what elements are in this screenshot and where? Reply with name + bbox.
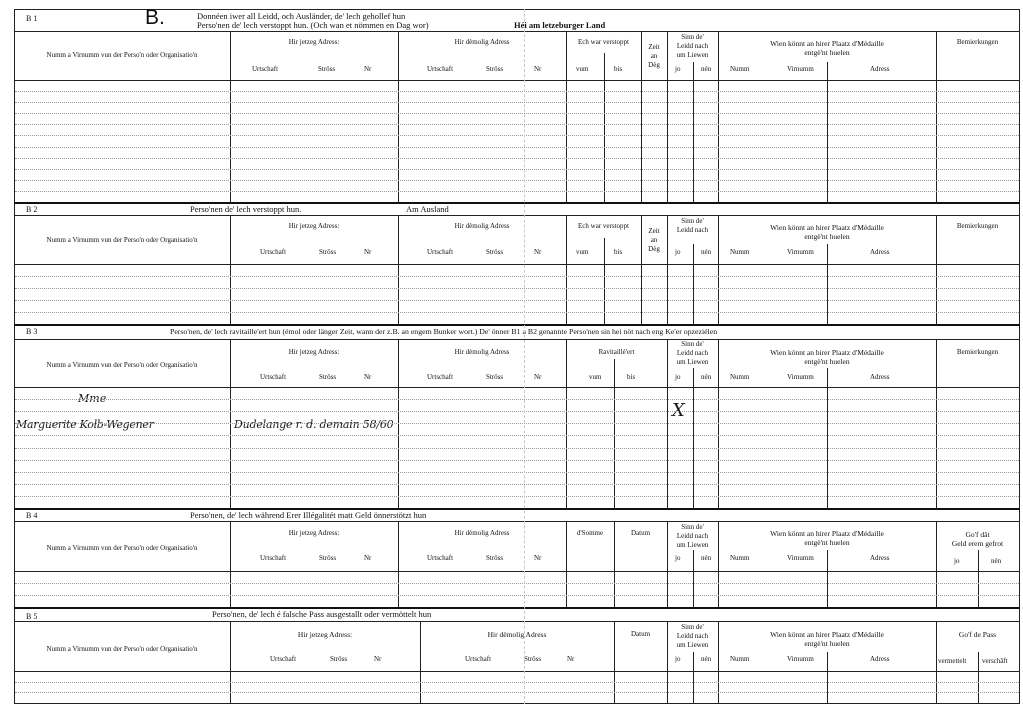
- header-from: vum: [576, 65, 589, 73]
- header-town: Urtschaft: [260, 248, 287, 256]
- header-town: Urtschaft: [427, 248, 454, 256]
- section-title: Perso'nen de' lech verstoppt hun.: [190, 204, 302, 214]
- header-passport: Go'f de Pass: [958, 630, 997, 639]
- header-date: Datum: [630, 529, 651, 537]
- col-line: [978, 652, 979, 703]
- header-no: nén: [701, 248, 712, 256]
- writing-rule: [15, 158, 1019, 159]
- header-surname: Numm: [730, 373, 750, 381]
- writing-rule: [15, 276, 1019, 277]
- col-line: [827, 368, 828, 508]
- header-no: nén: [991, 557, 1002, 565]
- header-street: Ströss: [330, 655, 348, 663]
- header-alive-line: Sinn de': [681, 33, 704, 41]
- header-firstname: Virnumm: [787, 554, 814, 562]
- header-alive-line: Sinn de': [681, 623, 704, 631]
- header-no: nén: [701, 554, 712, 562]
- header-alive: [667, 623, 718, 650]
- header-surname: Numm: [730, 655, 750, 663]
- header-number: Nr: [534, 248, 542, 256]
- header-medal: [718, 529, 936, 547]
- header-address: Adress: [870, 65, 890, 73]
- header-town: Urtschaft: [260, 554, 287, 562]
- header-yes: jo: [675, 65, 681, 73]
- header-time: [641, 227, 667, 254]
- rule: [14, 621, 1020, 622]
- header-address: Adress: [870, 373, 890, 381]
- header-alive-line: Leidd nach: [676, 42, 709, 50]
- header-medal-line: Wien könnt an hirer Plaatz d'Médaille: [770, 223, 884, 232]
- rule: [14, 31, 1020, 32]
- header-former-address: Hir dèmolig Adress: [487, 630, 547, 639]
- header-current-address: Hir jetzeg Adress:: [288, 38, 340, 46]
- section-code: B 1: [26, 14, 38, 23]
- header-alive: [667, 523, 718, 550]
- writing-rule: [15, 102, 1019, 103]
- header-surname: Numm: [730, 65, 750, 73]
- header-town: Urtschaft: [465, 655, 492, 663]
- header-street: Ströss: [524, 655, 542, 663]
- header-number: Nr: [364, 554, 372, 562]
- header-no: nén: [701, 65, 712, 73]
- col-line: [398, 31, 399, 202]
- header-medal-line: Wien könnt an hirer Plaatz d'Médaille: [770, 630, 884, 639]
- header-alive-line: um Liewen: [676, 358, 709, 366]
- section-divider: [14, 607, 1020, 609]
- header-street: Ströss: [318, 65, 336, 73]
- section-divider: [14, 508, 1020, 510]
- col-line: [936, 215, 937, 324]
- writing-rule: [15, 583, 1019, 584]
- header-no: nén: [701, 655, 712, 663]
- col-line: [693, 652, 694, 703]
- header-alive: [667, 33, 718, 60]
- header-sum: d'Somme: [576, 529, 604, 537]
- col-line: [566, 31, 567, 202]
- header-alive-line: Sinn de': [681, 340, 704, 348]
- entry-name: Marguerite Kolb-Wegener: [16, 418, 154, 431]
- writing-rule: [15, 113, 1019, 114]
- writing-rule: [15, 399, 1019, 400]
- header-medal-line: entgè'nt huelen: [804, 357, 850, 366]
- header-firstname: Virnumm: [787, 655, 814, 663]
- header-former-address: Hir dèmolig Adress: [454, 348, 510, 356]
- rule: [14, 521, 1020, 522]
- header-town: Urtschaft: [252, 65, 279, 73]
- header-remarks: Bemierkungen: [956, 348, 999, 356]
- header-street: Ströss: [319, 554, 337, 562]
- header-address: Adress: [870, 655, 890, 663]
- header-medal-line: Wien könnt an hirer Plaatz d'Médaille: [770, 39, 884, 48]
- section-divider: [14, 324, 1020, 326]
- writing-rule: [15, 595, 1019, 596]
- header-address: Adress: [870, 248, 890, 256]
- form-letter: B.: [145, 6, 165, 29]
- section-subtitle: Perso'nen de' lech verstoppt hun. (Och wan et nömmen en Dag wor): [197, 20, 429, 30]
- header-time-line: Dèg: [648, 61, 660, 69]
- writing-rule: [15, 411, 1019, 412]
- fold-line: [524, 9, 525, 704]
- rule: [14, 215, 1020, 216]
- rule: [14, 264, 1020, 265]
- header-number: Nr: [364, 373, 372, 381]
- writing-rule: [15, 496, 1019, 497]
- section-title: Donnéen iwer all Leidd, och Ausländer, de' lech gehollef hun: [197, 11, 406, 21]
- section-location: Héi am letzeburger Land: [514, 20, 606, 30]
- writing-rule: [15, 147, 1019, 148]
- header-alive-line: um Liewen: [676, 541, 709, 549]
- writing-rule: [15, 135, 1019, 136]
- col-line: [827, 62, 828, 202]
- header-alive-line: um Liewen: [676, 641, 709, 649]
- header-to: bis: [627, 373, 636, 381]
- col-line: [230, 215, 231, 324]
- header-former-address: Hir dèmolig Adress: [454, 529, 510, 537]
- header-alive-line: Leidd nach: [676, 226, 709, 234]
- header-name: Numm a Virnumm vun der Perso'n oder Organisatio'n: [46, 544, 198, 552]
- header-from: vum: [589, 373, 602, 381]
- header-medal-line: entgè'nt huelen: [804, 48, 850, 57]
- header-medal-line: entgè'nt huelen: [804, 538, 850, 547]
- header-street: Ströss: [486, 65, 504, 73]
- section-code: B 2: [26, 205, 38, 214]
- writing-rule: [15, 692, 1019, 693]
- col-line: [566, 215, 567, 324]
- writing-rule: [15, 472, 1019, 473]
- col-line: [693, 550, 694, 607]
- header-yes: jo: [675, 655, 681, 663]
- section-title: Perso'nen, de' lech ravitaille'ert hun (émol oder länger Zeit, wann der z.B. an engem Bunker wort.) De' önner B1 a B2 genannte Perso'nen sin hei nöt nach eng Ke'er opzeziélen: [170, 327, 718, 336]
- header-medal-line: Wien könnt an hirer Plaatz d'Médaille: [770, 529, 884, 538]
- rule: [14, 339, 1020, 340]
- header-no: nén: [701, 373, 712, 381]
- header-alive-line: Leidd nach: [676, 532, 709, 540]
- rule: [14, 571, 1020, 572]
- header-medal-line: entgè'nt huelen: [804, 232, 850, 241]
- header-yes: jo: [675, 554, 681, 562]
- header-yes: jo: [675, 373, 681, 381]
- frame-top: [14, 9, 1020, 10]
- entry-address: Dudelange r. d. demain 58/60: [234, 418, 394, 431]
- writing-rule: [15, 423, 1019, 424]
- header-town: Urtschaft: [427, 65, 454, 73]
- section-divider: [14, 202, 1020, 204]
- section-title: Perso'nen, de' lech während Erer Illégalitét matt Geld önnerstötzt hun: [190, 510, 427, 520]
- header-number: Nr: [534, 373, 542, 381]
- section-code: B 5: [26, 612, 38, 621]
- header-time-line: an: [650, 236, 658, 244]
- header-firstname: Virnumm: [787, 65, 814, 73]
- col-line: [827, 652, 828, 703]
- writing-rule: [15, 448, 1019, 449]
- frame-bottom: [14, 703, 1020, 704]
- header-time-line: Zeit: [648, 43, 660, 51]
- header-street: Ströss: [486, 373, 504, 381]
- header-supplied: Ravitaillé'ert: [598, 348, 635, 356]
- header-name: Numm a Virnumm vun der Perso'n oder Organisatio'n: [46, 51, 198, 59]
- header-street: Ströss: [319, 248, 337, 256]
- header-alive-line: Leidd nach: [676, 632, 709, 640]
- header-alive-line: Sinn de': [681, 523, 704, 531]
- header-firstname: Virnumm: [787, 248, 814, 256]
- writing-rule: [15, 435, 1019, 436]
- header-current-address: Hir jetzeg Adress:: [288, 529, 340, 537]
- header-alive: [667, 217, 718, 235]
- section-title: Perso'nen, de' lech é falsche Pass ausgestallt oder vermöttelt hun: [212, 609, 432, 619]
- header-yes: jo: [954, 557, 960, 565]
- header-name: Numm a Virnumm vun der Perso'n oder Organisatio'n: [46, 645, 198, 653]
- writing-rule: [15, 191, 1019, 192]
- writing-rule: [15, 484, 1019, 485]
- header-remarks: Bemierkungen: [956, 222, 999, 230]
- header-name: Numm a Virnumm vun der Perso'n oder Organisatio'n: [46, 361, 198, 369]
- writing-rule: [15, 180, 1019, 181]
- col-line: [230, 31, 231, 202]
- rule: [14, 80, 1020, 81]
- header-medal: [718, 348, 936, 366]
- header-current-address: Hir jetzeg Adress:: [288, 222, 340, 230]
- entry-title: Mme: [78, 392, 107, 405]
- header-to: bis: [614, 65, 623, 73]
- writing-rule: [15, 460, 1019, 461]
- col-line: [614, 359, 615, 508]
- header-hidden: Ech war verstoppt: [578, 222, 629, 230]
- writing-rule: [15, 312, 1019, 313]
- writing-rule: [15, 288, 1019, 289]
- header-address: Adress: [870, 554, 890, 562]
- header-hidden: Ech war verstoppt: [578, 38, 629, 46]
- header-town: Urtschaft: [270, 655, 297, 663]
- header-number: Nr: [534, 554, 542, 562]
- header-time: [641, 43, 667, 70]
- writing-rule: [15, 682, 1019, 683]
- header-remarks: Bemierkungen: [956, 38, 999, 46]
- entry-alive-mark: X: [672, 400, 685, 421]
- header-street: Ströss: [486, 554, 504, 562]
- frame-right: [1019, 9, 1020, 704]
- section-code: B 4: [26, 511, 38, 520]
- header-time-line: an: [650, 52, 658, 60]
- header-street: Ströss: [486, 248, 504, 256]
- header-former-address: Hir dèmolig Adress: [454, 222, 510, 230]
- header-alive: [667, 340, 718, 367]
- header-alive-line: Sinn de': [681, 217, 704, 225]
- header-number: Nr: [534, 65, 542, 73]
- col-line: [693, 368, 694, 508]
- header-surname: Numm: [730, 248, 750, 256]
- col-line: [398, 215, 399, 324]
- header-mediated: vermettelt: [938, 657, 967, 665]
- header-number: Nr: [364, 248, 372, 256]
- rule: [14, 671, 1020, 672]
- header-former-address: Hir dèmolig Adress: [454, 38, 510, 46]
- header-firstname: Virnumm: [787, 373, 814, 381]
- header-time-line: Zeit: [648, 227, 660, 235]
- col-line: [978, 550, 979, 607]
- header-current-address: Hir jetzeg Adress:: [297, 630, 353, 639]
- col-line: [936, 31, 937, 202]
- header-yes: jo: [675, 248, 681, 256]
- writing-rule: [15, 169, 1019, 170]
- header-medal: [718, 223, 936, 241]
- header-town: Urtschaft: [260, 373, 287, 381]
- section-location: Am Ausland: [406, 204, 449, 214]
- header-medal: [718, 39, 936, 57]
- col-line: [827, 550, 828, 607]
- header-money-line: Go'f dât: [965, 530, 990, 539]
- writing-rule: [15, 124, 1019, 125]
- header-surname: Numm: [730, 554, 750, 562]
- header-alive-line: Leidd nach: [676, 349, 709, 357]
- header-number: Nr: [364, 65, 372, 73]
- section-code: B 3: [26, 327, 38, 336]
- header-date: Datum: [630, 630, 651, 638]
- header-money-line: Geld erem gefrot: [951, 539, 1004, 548]
- writing-rule: [15, 91, 1019, 92]
- header-town: Urtschaft: [427, 373, 454, 381]
- header-name: Numm a Virnumm vun der Perso'n oder Organisatio'n: [46, 236, 198, 244]
- header-street: Ströss: [319, 373, 337, 381]
- header-town: Urtschaft: [427, 554, 454, 562]
- header-procured: verschâft: [982, 657, 1008, 665]
- header-medal-line: Wien könnt an hirer Plaatz d'Médaille: [770, 348, 884, 357]
- header-alive-line: um Liewen: [676, 51, 709, 59]
- header-number: Nr: [374, 655, 382, 663]
- header-time-line: Dèg: [648, 245, 660, 253]
- header-money-returned: [936, 530, 1019, 548]
- header-number: Nr: [567, 655, 575, 663]
- col-line: [693, 62, 694, 202]
- rule: [14, 387, 1020, 388]
- header-from: vum: [576, 248, 589, 256]
- header-medal-line: entgè'nt huelen: [804, 639, 850, 648]
- header-current-address: Hir jetzeg Adress:: [288, 348, 340, 356]
- writing-rule: [15, 300, 1019, 301]
- header-medal: [718, 630, 936, 648]
- header-to: bis: [614, 248, 623, 256]
